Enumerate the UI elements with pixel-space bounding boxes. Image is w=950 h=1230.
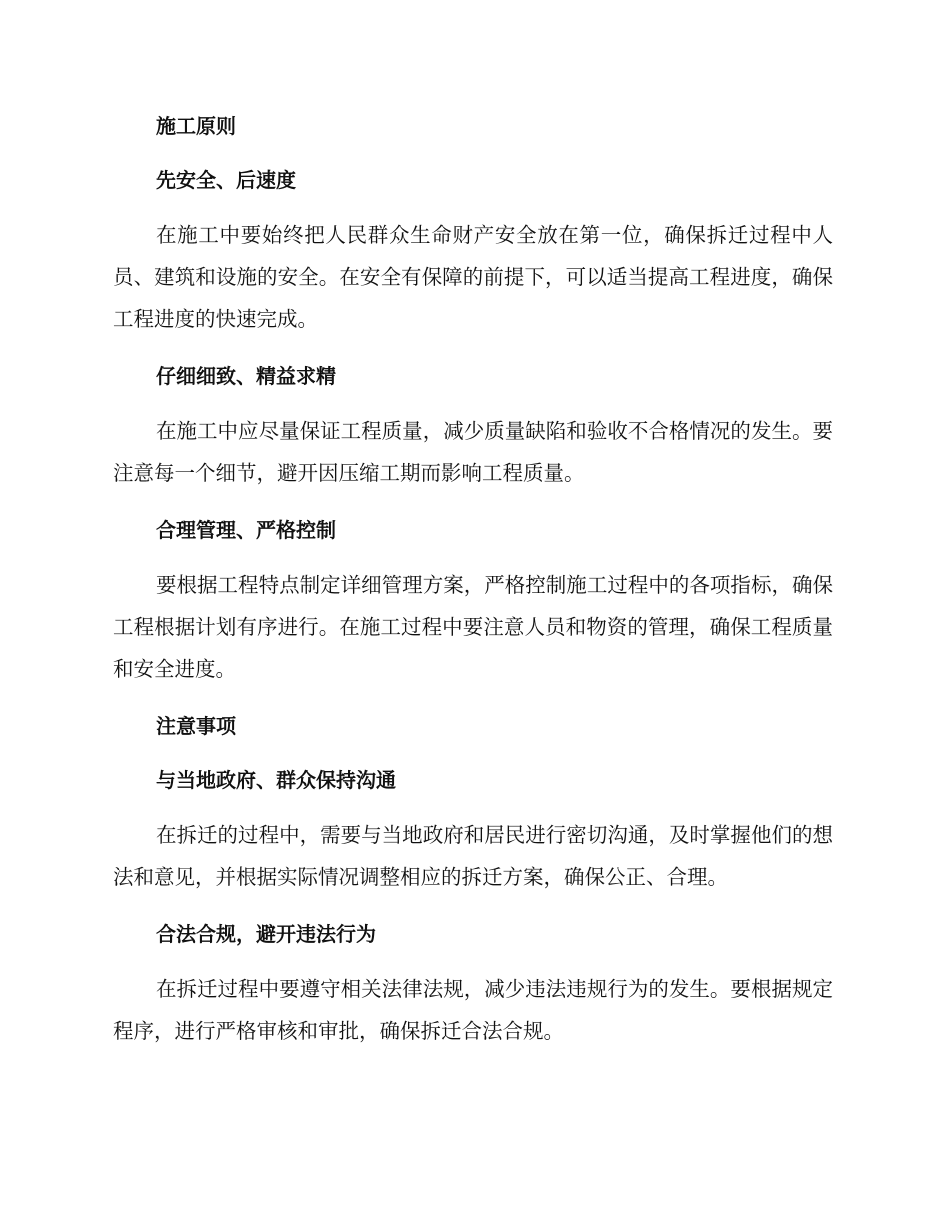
subheading-legal-compliance: 合法合规，避开违法行为	[156, 922, 376, 946]
section-title-precautions: 注意事项	[156, 714, 236, 738]
subheading-safety-first: 先安全、后速度	[156, 168, 296, 192]
subheading-meticulous: 仔细细致、精益求精	[156, 364, 336, 388]
document-content	[113, 108, 833, 1052]
paragraph-meticulous: 在施工中应尽量保证工程质量，减少质量缺陷和验收不合格情况的发生。要注意每一个细节，避开因压缩工期而影响工程质量。	[113, 419, 833, 485]
paragraph-management-control: 要根据工程特点制定详细管理方案，严格控制施工过程中的各项指标，确保工程根据计划有序进行。在施工过程中要注意人员和物资的管理，确保工程质量和安全进度。	[113, 573, 833, 681]
subheading-communication: 与当地政府、群众保持沟通	[156, 768, 396, 792]
section-title-construction-principles: 施工原则	[156, 114, 236, 138]
paragraph-safety-first: 在施工中要始终把人民群众生命财产安全放在第一位，确保拆迁过程中人员、建筑和设施的安全。在安全有保障的前提下，可以适当提高工程进度，确保工程进度的快速完成。	[113, 223, 833, 331]
paragraph-legal-compliance: 在拆迁过程中要遵守相关法律法规，减少违法违规行为的发生。要根据规定程序，进行严格审核和审批，确保拆迁合法合规。	[113, 977, 833, 1043]
paragraph-communication: 在拆迁的过程中，需要与当地政府和居民进行密切沟通，及时掌握他们的想法和意见，并根据实际情况调整相应的拆迁方案，确保公正、合理。	[113, 823, 833, 889]
subheading-management-control: 合理管理、严格控制	[156, 518, 336, 542]
